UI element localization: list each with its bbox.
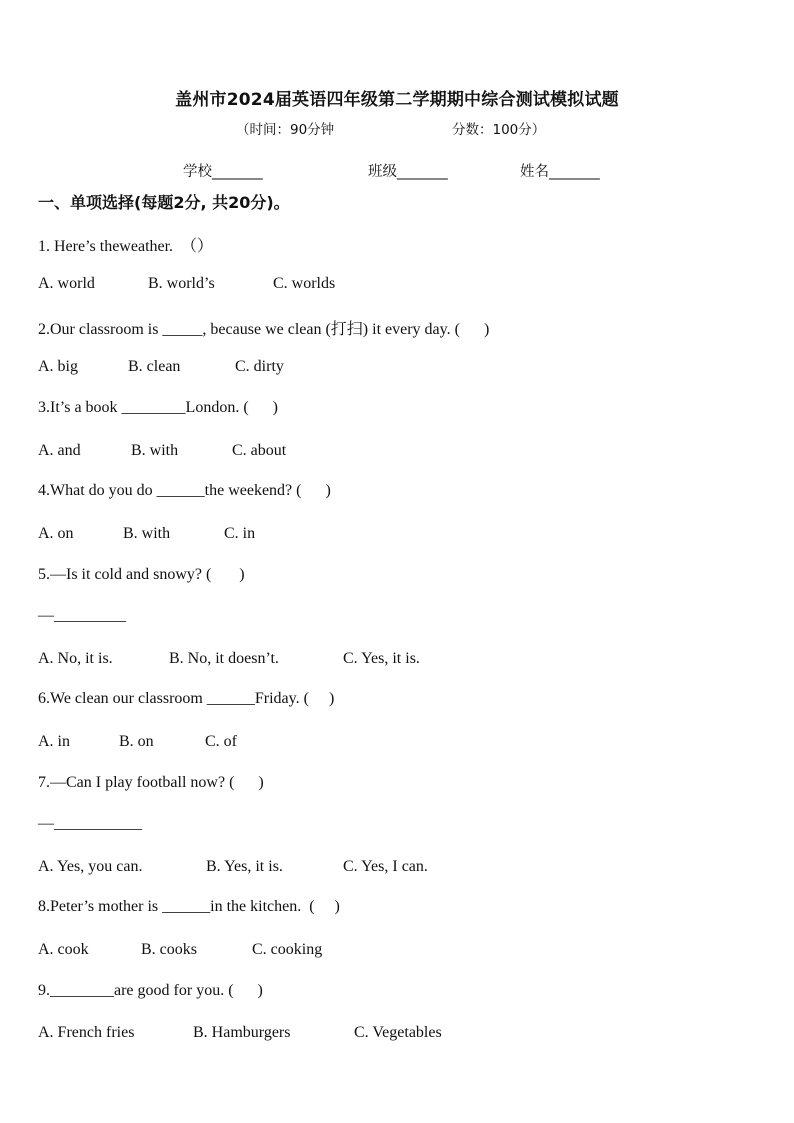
question-6-option-c: C. of <box>205 733 237 750</box>
question-5-option-c: C. Yes, it is. <box>343 650 420 667</box>
question-1-option-a: A. world <box>38 275 95 292</box>
exam-score: 分数：100分） <box>452 122 546 138</box>
question-2-option-c: C. dirty <box>235 358 284 375</box>
question-8-option-a: A. cook <box>38 941 89 958</box>
name-field: 姓名_______ <box>520 164 600 180</box>
question-6-option-b: B. on <box>119 733 154 750</box>
question-6-option-a: A. in <box>38 733 70 750</box>
question-8-option-b: B. cooks <box>141 941 197 958</box>
question-6-stem: 6.We clean our classroom ______Friday. ( ) <box>38 690 335 707</box>
question-9-option-b: B. Hamburgers <box>193 1024 291 1041</box>
class-field: 班级_______ <box>368 164 448 180</box>
question-9-stem: 9.________are good for you. ( ) <box>38 982 263 999</box>
exam-title: 盖州市2024届英语四年级第二学期期中综合测试模拟试题 <box>175 90 619 110</box>
question-5-answer-line: —_________ <box>38 607 126 624</box>
section-heading: 一、单项选择(每题2分, 共20分)。 <box>38 193 290 212</box>
question-7-option-a: A. Yes, you can. <box>38 858 143 875</box>
question-3-option-c: C. about <box>232 442 287 459</box>
question-8-stem: 8.Peter’s mother is ______in the kitchen. ( ) <box>38 898 340 915</box>
question-7-option-c: C. Yes, I can. <box>343 858 428 875</box>
question-7-answer-line: —___________ <box>38 815 142 832</box>
question-4-stem: 4.What do you do ______the weekend? ( ) <box>38 482 331 499</box>
question-4-option-b: B. with <box>123 525 171 542</box>
question-2-stem: 2.Our classroom is _____, because we clean (打扫) it every day. ( ) <box>38 321 490 338</box>
question-3-stem: 3.It’s a book ________London. ( ) <box>38 399 278 416</box>
question-1-option-c: C. worlds <box>273 275 336 292</box>
question-4-option-a: A. on <box>38 525 74 542</box>
question-2-option-b: B. clean <box>128 358 181 375</box>
question-9-option-c: C. Vegetables <box>354 1024 442 1041</box>
question-8-option-c: C. cooking <box>252 941 323 958</box>
question-7-option-b: B. Yes, it is. <box>206 858 283 875</box>
question-5-option-a: A. No, it is. <box>38 650 113 667</box>
question-3-option-b: B. with <box>131 442 179 459</box>
question-5-stem: 5.—Is it cold and snowy? ( ) <box>38 566 245 583</box>
exam-time: （时间：90分钟 <box>236 122 335 138</box>
school-field: 学校_______ <box>183 164 263 180</box>
question-4-option-c: C. in <box>224 525 256 542</box>
question-3-option-a: A. and <box>38 442 81 459</box>
question-9-option-a: A. French fries <box>38 1024 135 1041</box>
question-1-option-b: B. world’s <box>148 275 215 292</box>
question-7-stem: 7.—Can I play football now? ( ) <box>38 774 264 791</box>
question-5-option-b: B. No, it doesn’t. <box>169 650 279 667</box>
question-1-stem: 1. Here’s theweather. （） <box>38 238 214 255</box>
question-2-option-a: A. big <box>38 358 78 375</box>
